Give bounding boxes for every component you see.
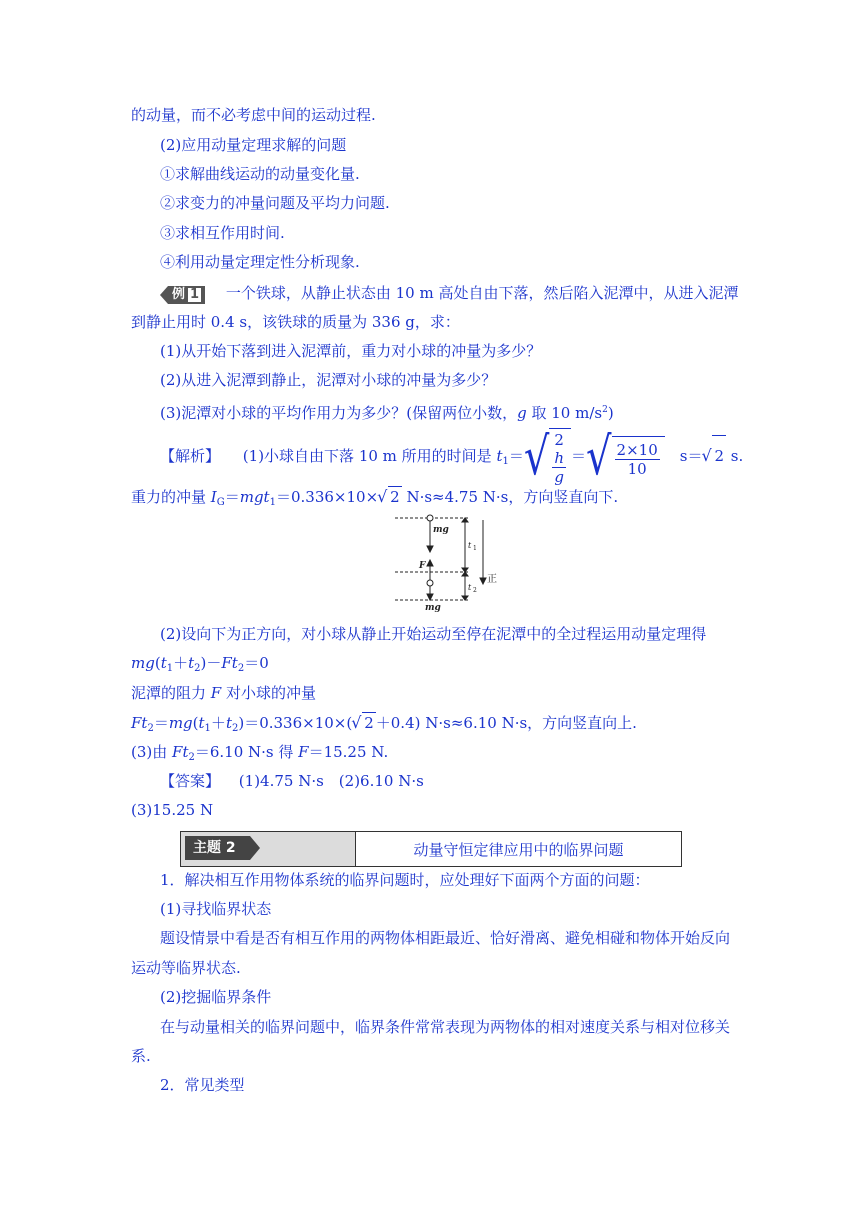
text-line: ④利用动量定理定性分析现象.	[160, 253, 360, 271]
text-line: ①求解曲线运动的动量变化量.	[160, 165, 360, 183]
diagram-label-F: F	[419, 561, 426, 571]
topic-header	[180, 831, 682, 867]
text-line: 系.	[131, 1047, 151, 1065]
text-line: ③求相互作用时间.	[160, 224, 285, 242]
text-line: 2．常见类型	[160, 1076, 245, 1094]
text-line: 运动等临界状态.	[131, 959, 241, 977]
solution-line-7: (3)由 $Ft_2=6.10$ N·s 得 F＝15.25 N.	[131, 743, 389, 763]
analysis-label: 【解析】	[160, 447, 221, 465]
text-line: (2)应用动量定理求解的问题	[160, 136, 347, 154]
diagram-label-mg-top: mg	[433, 525, 449, 535]
text-line: (1)寻找临界状态	[160, 900, 272, 918]
diagram-label-t1: t	[468, 541, 472, 550]
topic-tag: 主题 2	[185, 836, 250, 860]
text-line: 题设情景中看是否有相互作用的两物体相距最近、恰好滑离、避免相碰和物体开始反向	[160, 929, 731, 947]
question-2: (2)从进入泥潭到静止，泥潭对小球的冲量为多少？	[160, 371, 497, 389]
svg-text:1: 1	[473, 545, 477, 552]
diagram-label-mg-bottom: mg	[425, 603, 441, 612]
solution-line-1: 【解析】 (1)小球自由下落 10 m 所用的时间是 $t_1=$ √ 2 h g ＝ √ $\frac{2\times 10}{10}$ s＝√ 2 s.	[160, 428, 743, 486]
text-line: 的动量，而不必考虑中间的运动过程.	[131, 106, 376, 124]
question-1: (1)从开始下落到进入泥潭前，重力对小球的冲量为多少？	[160, 342, 542, 360]
force-diagram	[395, 512, 500, 612]
answer-line-2: (3)15.25 N	[131, 801, 214, 819]
equation-line: $mg(t_1+t_2)-Ft_2=0$	[131, 654, 269, 674]
diagram-label-direction: 正	[487, 574, 497, 585]
text-line: ②求变力的冲量问题及平均力问题.	[160, 194, 390, 212]
example-line: 例 1 一个铁球，从静止状态由 10 m 高处自由下落，然后陷入泥潭中，从进入泥潭	[168, 283, 738, 304]
solution-line-3: (2)设向下为正方向，对小球从静止开始运动至停在泥潭中的全过程运用动量定理得	[160, 625, 707, 643]
diagram-label-t2: t	[468, 583, 472, 592]
example-tag: 例 1	[168, 286, 205, 304]
text-line: 在与动量相关的临界问题中，临界条件常常表现为两物体的相对速度关系与相对位移关	[160, 1018, 731, 1036]
svg-text:2: 2	[473, 587, 477, 594]
text-line: 1．解决相互作用物体系统的临界问题时，应处理好下面两个方面的问题：	[160, 871, 650, 889]
solution-line-2: 重力的冲量 $I_G=mgt_1=0.336\times 10\times√$ 2 N·s≈4.75 N·s，方向竖直向下.	[131, 486, 618, 513]
text-line: 到静止用时 0.4 s，该铁球的质量为 336 g，求：	[131, 313, 460, 331]
text-line: (2)挖掘临界条件	[160, 988, 272, 1006]
answer-line: 【答案】 (1)4.75 N·s (2)6.10 N·s	[160, 772, 424, 790]
topic-title: 动量守恒定律应用中的临界问题	[413, 840, 624, 859]
solution-line-5: 泥潭的阻力 F 对小球的冲量	[131, 684, 316, 702]
question-3: (3)泥潭对小球的平均作用力为多少？(保留两位小数，g 取 10 $m/s^2$)	[160, 404, 614, 422]
answer-label: 【答案】	[160, 772, 221, 790]
solution-line-6: $Ft_2=mg(t_1+t_2)=0.336\times 10\times(√$ 2 ＋0.4) N·s≈6.10 N·s，方向竖直向上.	[131, 712, 637, 739]
